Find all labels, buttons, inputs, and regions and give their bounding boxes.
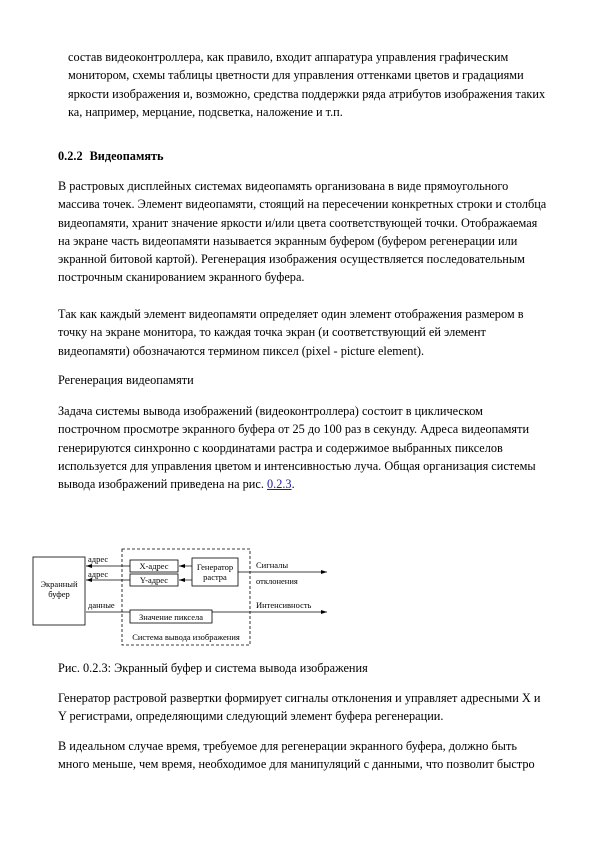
screen-buffer-diagram — [30, 532, 370, 657]
screen-buffer-label-2: буфер — [48, 589, 70, 599]
output-system-label: Система вывода изображения — [132, 632, 240, 642]
paragraph-generator: Генератор растровой развертки формирует сигналы отклонения и управляет адресными X и Y регистрами, определяющими следующий элемент буфера регенерации. — [58, 691, 541, 724]
signals-label-2: отклонения — [256, 576, 298, 586]
x-address-arrowhead — [86, 564, 92, 568]
intro-paragraph: состав видеоконтроллера, как правило, входит аппаратура управления графическим монитором, схемы таблицы цветности для управления оттенками цветов и градациями яркости изображения и, возможно, средства поддержки ряда атрибутов изображения таких ка, например, мерцание, подсветка, наложение и т.п. — [68, 50, 546, 119]
paragraph-regeneration — [58, 402, 548, 493]
subheading-regeneration: Регенерация видеопамяти — [58, 373, 194, 387]
figure-caption: Рис. 0.2.3: Экранный буфер и система вывода изображения — [58, 661, 368, 675]
y-register-label: Y-адрес — [139, 575, 169, 585]
signals-label-1: Сигналы — [256, 560, 289, 570]
intensity-label: Интенсивность — [256, 600, 312, 610]
paragraph-regeneration-text: Задача системы вывода изображений (видеоконтроллера) состоит в циклическом построчном просмотре экранного буфера от 25 до 100 раз в секунду. Адреса видеопамяти генерируются синхронно с координатами растра и содержимое выбранных пикселов используется для управления цветом и интенсивностью луча. Общая организация системы вывода изображений приведена на рис. — [58, 404, 536, 492]
paragraph-pixel: Так как каждый элемент видеопамяти определяет один элемент отображения размером в точку на экране монитора, то каждая точка экран (и соответствующий ей элемент видеопамяти) обозначаются термином пиксел (pixel - picture element). — [58, 307, 524, 358]
address-label-top: адрес — [88, 554, 109, 564]
paragraph-video-memory: В растровых дисплейных системах видеопамять организована в виде прямоугольного массива точек. Элемент видеопамяти, стоящий на пересечении конкретных строки и столбца видеопамяти, хранит значение яркости и/или цвета соответствующей точки. Отображаемая на экране часть видеопамяти называется экранным буфером (буфером регенерации или экранной битовой картой). Регенерация изображения осуществляется последовательным построчным сканированием экранного буфера. — [58, 179, 547, 285]
paragraph-regeneration-end: . — [291, 477, 295, 492]
paragraph-ideal-case: В идеальном случае время, требуемое для регенерации экранного буфера, должно быть много меньше, чем время, необходимое для манипуляций с данными, что позволит быстро — [58, 739, 535, 772]
section-number: 0.2.2 — [58, 149, 83, 163]
x-register-label: X-адрес — [139, 561, 169, 571]
raster-generator-label-1: Генератор — [196, 562, 234, 572]
data-label: данные — [88, 600, 115, 610]
pixel-value-label: Значение пиксела — [139, 612, 203, 622]
section-heading — [58, 147, 548, 165]
section-title: Видеопамять — [89, 149, 164, 163]
figure-reference-link[interactable]: 0.2.3 — [266, 477, 292, 492]
screen-buffer-label-1: Экранный — [40, 579, 78, 589]
raster-generator-label-2: растра — [203, 572, 227, 582]
address-label-mid: адрес — [88, 569, 109, 579]
